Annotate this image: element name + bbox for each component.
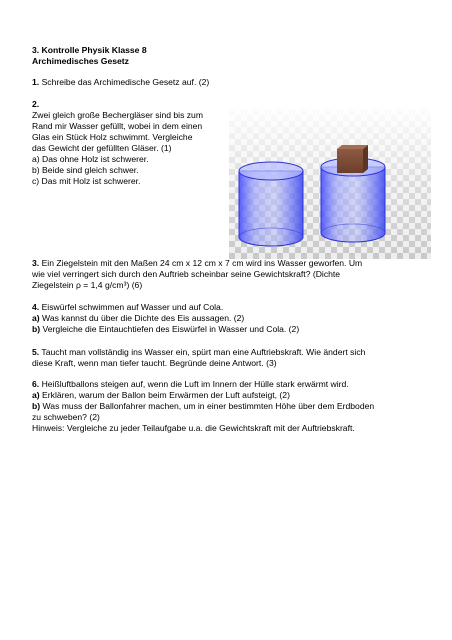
title-line-2: Archimedisches Gesetz — [32, 56, 129, 66]
question-2-option-b: b) Beide sind gleich schwer. — [32, 165, 139, 175]
question-6-b-text-2: zu schweben? (2) — [32, 412, 100, 422]
question-2-line: das Gewicht der gefüllten Gläser. (1) — [32, 143, 172, 153]
question-1-line — [32, 77, 427, 88]
question-5-line — [32, 347, 427, 358]
question-1-number: 1. — [32, 77, 40, 87]
question-4-part-a — [32, 313, 427, 324]
question-4-b-text: Vergleiche die Eintauchtiefen des Eiswürfel in Wasser und Cola. (2) — [42, 324, 300, 334]
question-3-text-2: wie viel verringert sich durch den Auftrieb scheinbar seine Gewichtskraft? (Dichte — [32, 269, 341, 279]
question-6-b-label: b) — [32, 401, 41, 411]
question-6-part-b — [32, 401, 427, 412]
question-3-number: 3. — [32, 258, 40, 268]
question-2-line: Rand mir Wasser gefüllt, wobei in dem einen — [32, 121, 203, 131]
question-6-number: 6. — [32, 379, 40, 389]
question-5-number: 5. — [32, 347, 40, 357]
question-1-text: Schreibe das Archimedische Gesetz auf. (2) — [41, 77, 210, 87]
question-6-b-text-1: Was muss der Ballonfahrer machen, um in einer bestimmten Höhe über dem Erdboden — [42, 401, 375, 411]
question-2-option-a: a) Das ohne Holz ist schwerer. — [32, 154, 149, 164]
question-3-line — [32, 258, 427, 269]
question-6 — [32, 379, 427, 434]
question-6-a-label: a) — [32, 390, 40, 400]
question-2 — [32, 99, 237, 187]
question-6-intro: Heißluftballons steigen auf, wenn die Luft im Innern der Hülle stark erwärmt wird. — [41, 379, 349, 389]
question-4-a-text: Was kannst du über die Dichte des Eis aussagen. (2) — [42, 313, 245, 323]
question-3 — [32, 258, 427, 291]
question-4-a-label: a) — [32, 313, 40, 323]
title-line-1: 3. Kontrolle Physik Klasse 8 — [32, 45, 147, 55]
question-3-text-3: Ziegelstein ρ = 1,4 g/cm³) (6) — [32, 280, 143, 290]
question-4-number: 4. — [32, 302, 40, 312]
worksheet-title — [32, 45, 427, 67]
question-4 — [32, 302, 427, 335]
question-1 — [32, 77, 427, 88]
question-3-text-1: Ein Ziegelstein mit den Maßen 24 cm x 12 cm x 7 cm wird ins Wasser geworfen. Um — [41, 258, 363, 268]
question-4-b-label: b) — [32, 324, 41, 334]
question-2-number: 2. — [32, 99, 40, 109]
question-4-part-b — [32, 324, 427, 335]
question-5 — [32, 347, 427, 369]
question-4-intro: Eiswürfel schwimmen auf Wasser und auf Cola. — [41, 302, 224, 312]
question-5-text-1: Taucht man vollständig ins Wasser ein, spürt man eine Auftriebskraft. Wie ändert sich — [41, 347, 366, 357]
beaker-without-wood — [239, 162, 303, 246]
beakers-illustration — [229, 109, 431, 259]
question-2-line: Zwei gleich große Bechergläser sind bis zum — [32, 110, 203, 120]
question-6-a-text: Erklären, warum der Ballon beim Erwärmen der Luft aufsteigt, (2) — [42, 390, 290, 400]
question-2-line: Glas ein Stück Holz schwimmt. Vergleiche — [32, 132, 193, 142]
question-4-line — [32, 302, 427, 313]
question-5-text-2: diese Kraft, wenn man tiefer taucht. Begründe deine Antwort. (3) — [32, 358, 277, 368]
question-6-hint: Hinweis: Vergleiche zu jeder Teilaufgabe u.a. die Gewichtskraft mit der Auftriebskraft. — [32, 423, 355, 433]
question-2-option-c: c) Das mit Holz ist schwerer. — [32, 176, 141, 186]
wood-block — [337, 145, 368, 173]
question-6-line — [32, 379, 427, 390]
question-6-part-a — [32, 390, 427, 401]
